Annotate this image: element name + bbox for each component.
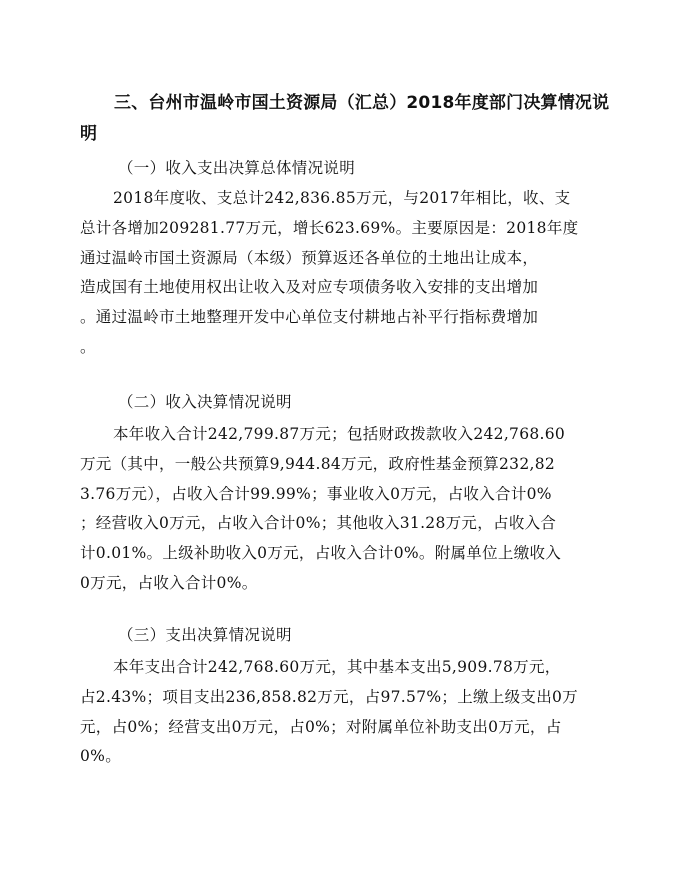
document-title: 三、台州市温岭市国土资源局（汇总）2018年度部门决算情况说明 — [80, 93, 610, 144]
paragraph-line: 0万元，占收入合计0%。 — [80, 573, 258, 592]
paragraph-line: 。通过温岭市土地整理开发中心单位支付耕地占补平行指标费增加 — [80, 308, 539, 327]
paragraph-line: 计0.01%。上级补助收入0万元，占收入合计0%。附属单位上缴收入 — [80, 544, 562, 563]
paragraph-line: 总计各增加209281.77万元，增长623.69%。主要原因是：2018年度 — [80, 218, 579, 237]
section-heading-income: （二）收入决算情况说明 — [118, 393, 292, 411]
section-heading-expenditure: （三）支出决算情况说明 — [118, 626, 292, 644]
paragraph-line: 。 — [80, 337, 96, 356]
paragraph-line: 万元（其中，一般公共预算9,944.84万元，政府性基金预算232,82 — [80, 454, 556, 473]
paragraph-line: 本年支出合计242,768.60万元，其中基本支出5,909.78万元， — [113, 658, 561, 676]
section-body-expenditure — [80, 653, 605, 772]
paragraph-line: 本年收入合计242,799.87万元；包括财政拨款收入242,768.60 — [113, 425, 566, 443]
paragraph-line: 0%。 — [80, 747, 121, 766]
paragraph-line: 2018年度收、支总计242,836.85万元，与2017年相比，收、支 — [113, 189, 571, 207]
paragraph-line: 造成国有土地使用权出让收入及对应专项债务收入安排的支出增加 — [80, 278, 539, 297]
section-body-summary — [80, 184, 605, 363]
paragraph-line: ；经营收入0万元，占收入合计0%；其他收入31.28万元，占收入合 — [80, 514, 557, 533]
paragraph-line: 占2.43%；项目支出236,858.82万元，占97.57%；上缴上级支出0万 — [80, 687, 578, 706]
paragraph-line: 元，占0%；经营支出0万元，占0%；对附属单位补助支出0万元，占 — [80, 717, 562, 736]
section-body-income — [80, 420, 605, 599]
section-heading-summary: （一）收入支出决算总体情况说明 — [118, 159, 356, 177]
paragraph-line: 通过温岭市国土资源局（本级）预算返还各单位的土地出让成本， — [80, 248, 539, 267]
paragraph-line: 3.76万元），占收入合计99.99%；事业收入0万元，占收入合计0% — [80, 484, 552, 503]
